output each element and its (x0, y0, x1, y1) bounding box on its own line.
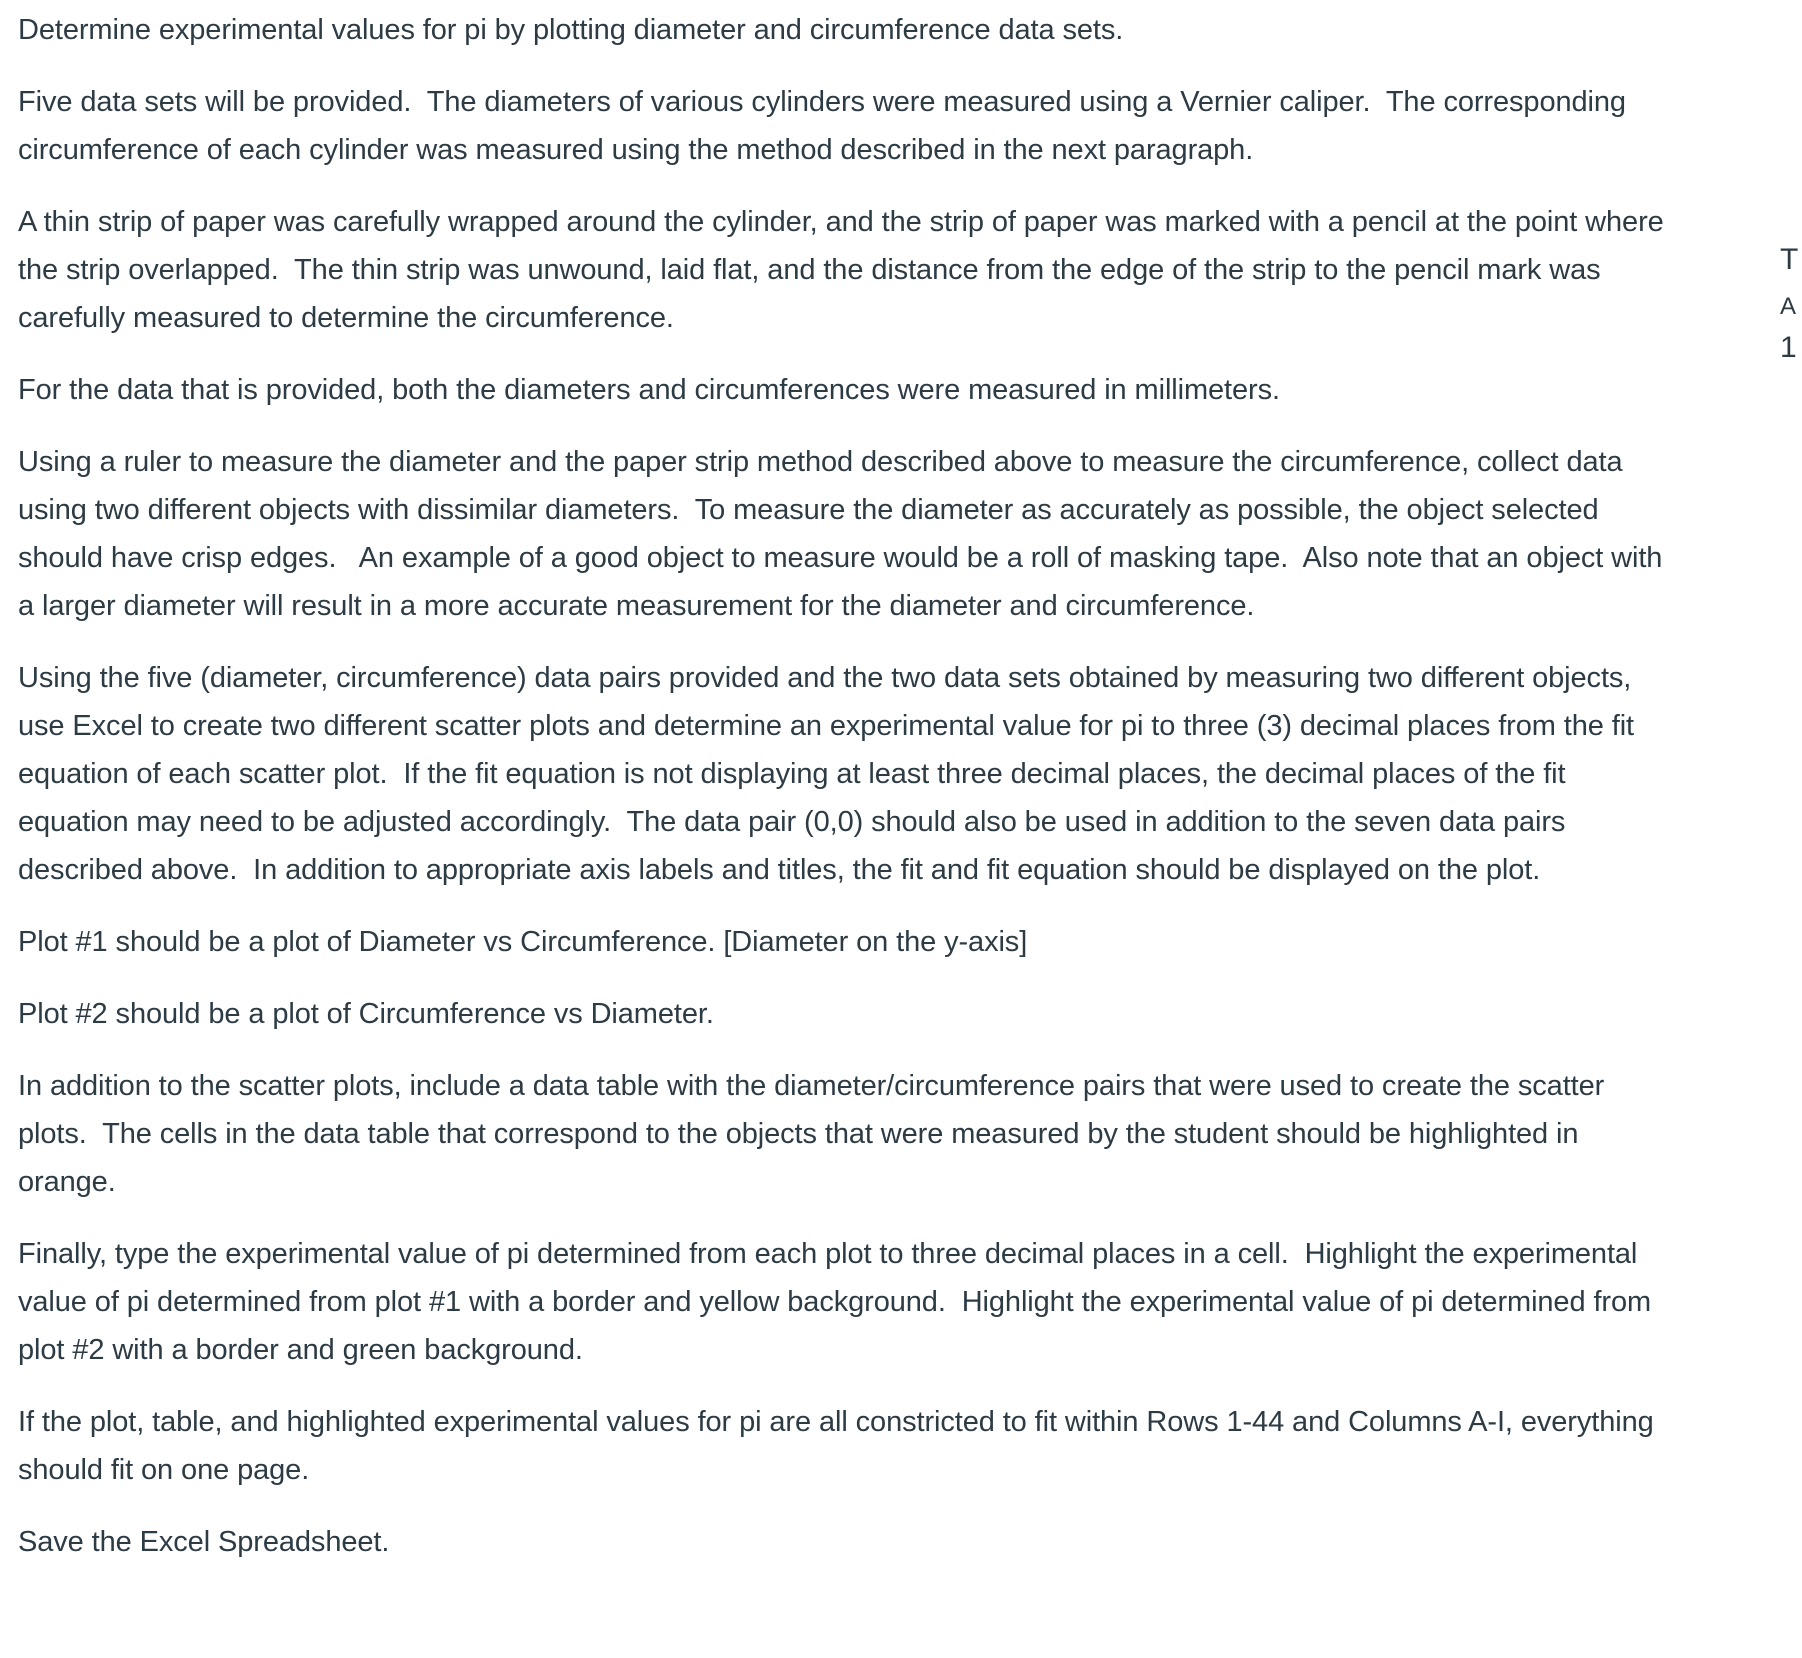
side-fragment-3: 1 (1780, 331, 1797, 364)
paragraph-plot-1: Plot #1 should be a plot of Diameter vs Circumference. [Diameter on the y-axis] (18, 926, 1028, 958)
assignment-description (18, 0, 1678, 1566)
paragraph-paper-strip-method: A thin strip of paper was carefully wrapped around the cylinder, and the strip of paper was marked with a pencil at the point where the strip overlapped. The thin strip was unwound, laid flat, and the distance from the edge of the strip to the pencil mark was carefully measured to determine the circumference. (18, 206, 1672, 334)
paragraph-intro: Determine experimental values for pi by plotting diameter and circumference data sets. (18, 14, 1124, 46)
side-fragment-1: T (1780, 243, 1799, 276)
paragraph-highlight-pi: Finally, type the experimental value of pi determined from each plot to three decimal places in a cell. Highlight the experimental value of pi determined from plot #1 with a border and yellow background. Highlight the experimental value of pi determined from plot #2 with a border and green background. (18, 1238, 1660, 1366)
side-fragment-2: A (1780, 293, 1797, 320)
paragraph-scatter-plots: Using the five (diameter, circumference) data pairs provided and the two data sets obtained by measuring two different objects, use Excel to create two different scatter plots and determine an experimental value for pi to three (3) decimal places from the fit equation of each scatter plot. If the fit equation is not displaying at least three decimal places, the decimal places of the fit equation may need to be adjusted accordingly. The data pair (0,0) should also be used in addition to the seven data pairs described above. In addition to appropriate axis labels and titles, the fit and fit equation should be displayed on the plot. (18, 662, 1642, 886)
paragraph-units: For the data that is provided, both the diameters and circumferences were measured in millimeters. (18, 374, 1280, 406)
paragraph-save: Save the Excel Spreadsheet. (18, 1526, 390, 1558)
paragraph-collect-data: Using a ruler to measure the diameter and the paper strip method described above to measure the circumference, collect data using two different objects with dissimilar diameters. To measure the diameter as accurately as possible, the object selected should have crisp edges. An example of a good object to measure would be a roll of masking tape. Also note that an object with a larger diameter will result in a more accurate measurement for the diameter and circumference. (18, 446, 1671, 622)
paragraph-data-table: In addition to the scatter plots, include a data table with the diameter/circumference pairs that were used to create the scatter plots. The cells in the data table that correspond to the objects that were measured by the student should be highlighted in orange. (18, 1070, 1613, 1198)
paragraph-page-fit: If the plot, table, and highlighted experimental values for pi are all constricted to fit within Rows 1-44 and Columns A-I, everything should fit on one page. (18, 1406, 1654, 1486)
paragraph-data-sets: Five data sets will be provided. The diameters of various cylinders were measured using a Vernier caliper. The corresponding circumference of each cylinder was measured using the method described in the next paragraph. (18, 86, 1634, 166)
paragraph-plot-2: Plot #2 should be a plot of Circumference vs Diameter. (18, 998, 714, 1030)
